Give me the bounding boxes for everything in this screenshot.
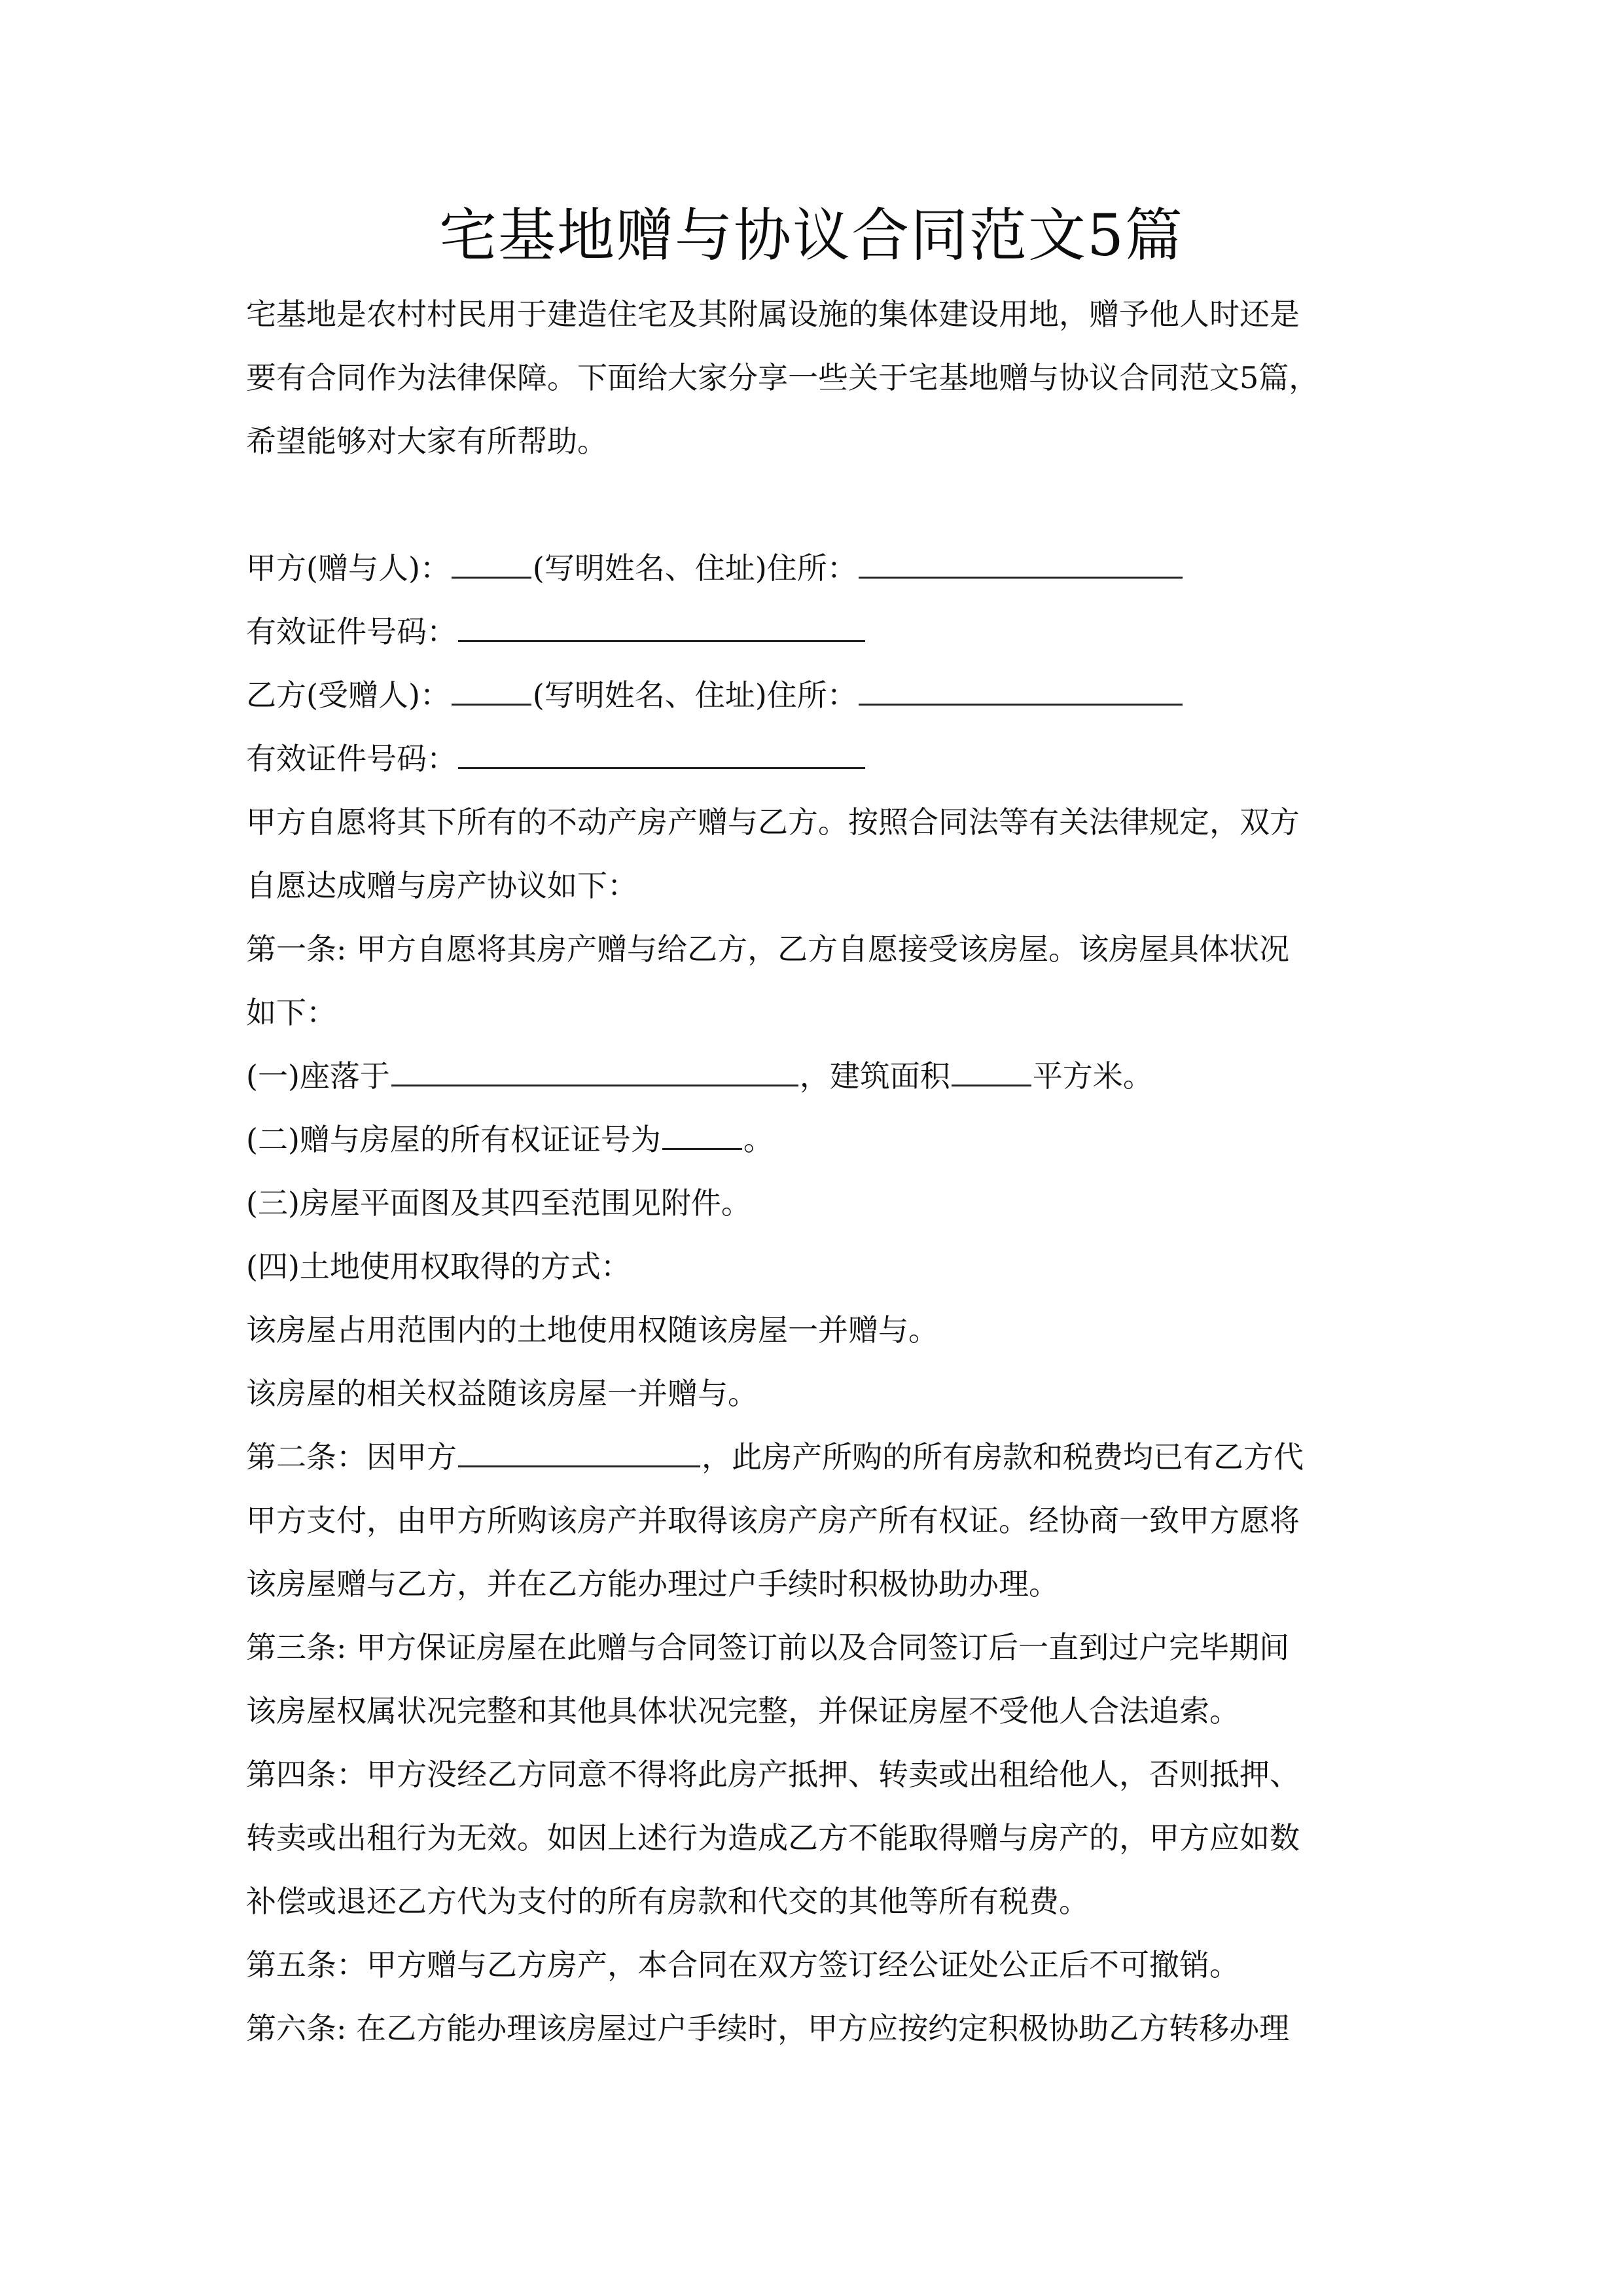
- party-b-label: 乙方(受赠人)：: [246, 677, 450, 713]
- intro-line: 希望能够对大家有所帮助。: [246, 423, 607, 459]
- article-3-line: 该房屋权属状况完整和其他具体状况完整，并保证房屋不受他人合法追索。: [246, 1693, 1240, 1729]
- document-title: 宅基地赠与协议合同范文5篇: [439, 202, 1184, 269]
- preamble-line: 甲方自愿将其下所有的不动产房产赠与乙方。按照合同法等有关法律规定，双方: [246, 804, 1300, 840]
- land-use-line: 该房屋占用范围内的土地使用权随该房屋一并赠与。: [246, 1312, 938, 1348]
- article-4-line: 第四条：甲方没经乙方同意不得将此房产抵押、转卖或出租给他人，否则抵押、: [246, 1757, 1300, 1792]
- item-1-middle: ，建筑面积: [799, 1058, 950, 1094]
- item-1-line: [246, 1045, 1388, 1108]
- item-2-prefix: (二)赠与房屋的所有权证证号为: [246, 1122, 661, 1157]
- article-1-line: 如下：: [246, 995, 336, 1030]
- party-b-address-blank[interactable]: [859, 673, 1183, 706]
- party-b-id-line: [246, 727, 1388, 791]
- article-2-line: [246, 1426, 1388, 1489]
- party-b-id-blank[interactable]: [458, 737, 865, 769]
- article-1-line: 第一条: 甲方自愿将其房产赠与给乙方，乙方自愿接受该房屋。该房屋具体状况: [246, 931, 1290, 967]
- party-b-name-blank[interactable]: [452, 673, 531, 706]
- party-a-id-label: 有效证件号码：: [246, 614, 457, 649]
- item-1-suffix: 平方米。: [1032, 1058, 1153, 1094]
- intro-line: 要有合同作为法律保障。下面给大家分享一些关于宅基地赠与协议合同范文5篇，: [246, 360, 1319, 395]
- item-3-line: (三)房屋平面图及其四至范围见附件。: [246, 1185, 751, 1221]
- party-b-id-label: 有效证件号码：: [246, 741, 457, 776]
- party-a-name-note: (写明姓名、住址)住所：: [532, 550, 857, 586]
- article-4-line: 补偿或退还乙方代为支付的所有房款和代交的其他等所有税费。: [246, 1884, 1089, 1919]
- paragraph-gap: [246, 473, 1388, 537]
- article-5-line: 第五条：甲方赠与乙方房产，本合同在双方签订经公证处公正后不可撤销。: [246, 1947, 1240, 1982]
- preamble-line: 自愿达成赠与房产协议如下：: [246, 868, 637, 903]
- party-a-address-blank[interactable]: [859, 547, 1183, 579]
- intro-line: 宅基地是农村村民用于建造住宅及其附属设施的集体建设用地，赠予他人时还是: [246, 296, 1300, 332]
- article-4-line: 转卖或出租行为无效。如因上述行为造成乙方不能取得赠与房产的，甲方应如数: [246, 1820, 1300, 1856]
- article-3-line: 第三条: 甲方保证房屋在此赠与合同签订前以及合同签订后一直到过户完毕期间: [246, 1630, 1290, 1665]
- party-b-name-note: (写明姓名、住址)住所：: [532, 677, 857, 713]
- article-6-line: 第六条: 在乙方能办理该房屋过户手续时，甲方应按约定积极协助乙方转移办理: [246, 2011, 1290, 2046]
- item-2-line: [246, 1108, 1388, 1172]
- article-2-line: 该房屋赠与乙方，并在乙方能办理过户手续时积极协助办理。: [246, 1566, 1059, 1602]
- party-a-name-blank[interactable]: [452, 547, 531, 579]
- party-a-line: [246, 537, 1388, 600]
- rights-line: 该房屋的相关权益随该房屋一并赠与。: [246, 1376, 758, 1411]
- party-b-line: [246, 664, 1388, 727]
- article-2-suffix: ，此房产所购的所有房款和税费均已有乙方代: [702, 1439, 1304, 1475]
- reason-blank[interactable]: [458, 1435, 700, 1467]
- party-a-label: 甲方(赠与人)：: [246, 550, 450, 586]
- article-2-line: 甲方支付，由甲方所购该房产并取得该房产房产所有权证。经协商一致甲方愿将: [246, 1503, 1300, 1538]
- item-1-prefix: (一)座落于: [246, 1058, 390, 1094]
- item-4-line: (四)土地使用权取得的方式：: [246, 1249, 631, 1284]
- item-2-suffix: 。: [743, 1122, 774, 1157]
- certificate-number-blank[interactable]: [662, 1118, 742, 1150]
- document-body: [246, 283, 1388, 2060]
- location-blank[interactable]: [391, 1054, 798, 1086]
- party-a-id-blank[interactable]: [458, 610, 865, 642]
- article-2-prefix: 第二条：因甲方: [246, 1439, 457, 1475]
- area-blank[interactable]: [952, 1054, 1031, 1086]
- party-a-id-line: [246, 600, 1388, 664]
